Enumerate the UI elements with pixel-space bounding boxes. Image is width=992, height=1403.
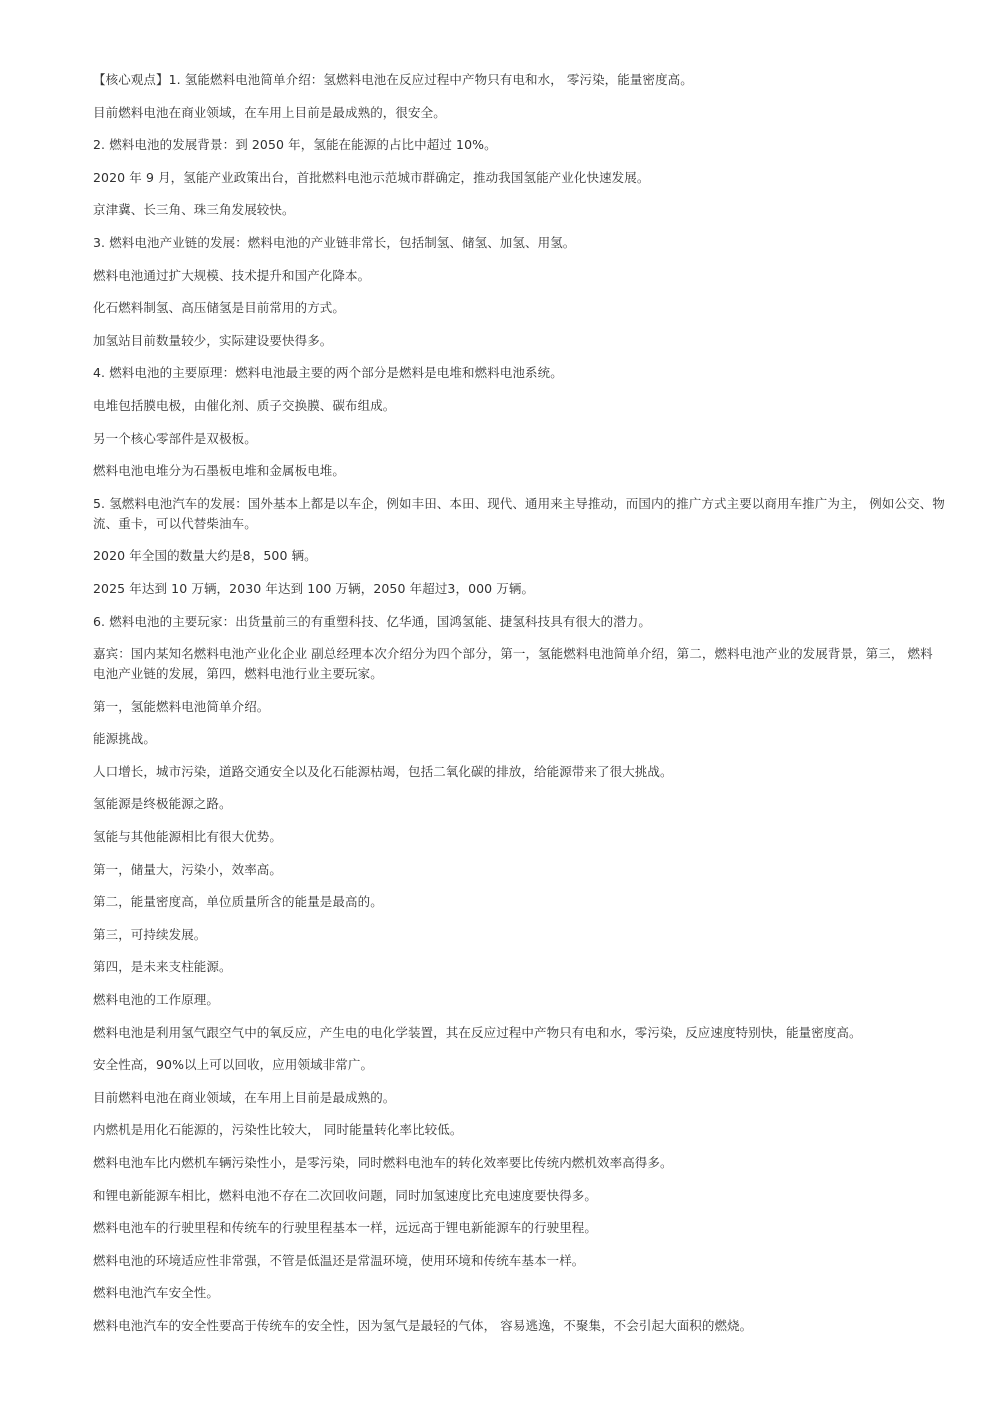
paragraph: 第一，氢能燃料电池简单介绍。 [93,698,270,714]
paragraph: 燃料电池的工作原理。 [93,992,220,1008]
paragraph: 安全性高，90%以上可以回收，应用领域非常广。 [93,1057,374,1073]
paragraph: 燃料电池车的行驶里程和传统车的行驶里程基本一样，远远高于锂电新能源车的行驶里程。 [93,1220,598,1236]
paragraph: 目前燃料电池在商业领域，在车用上目前是最成熟的，很安全。 [93,104,446,120]
paragraph-guest-intro: 嘉宾：国内某知名燃料电池产业化企业 副总经理本次介绍分为四个部分，第一，氢能燃料电池简单介绍，第二，燃料电池产业的发展背景，第三， 燃料电池产业链的发展，第四，燃料电池行业主要玩家。 [93,646,933,682]
paragraph: 2025 年达到 10 万辆，2030 年达到 100 万辆，2050 年超过3，000 万辆。 [93,580,535,596]
paragraph: 4. 燃料电池的主要原理：燃料电池最主要的两个部分是燃料是电堆和燃料电池系统。 [93,365,563,381]
paragraph: 京津冀、长三角、珠三角发展较快。 [93,202,295,218]
paragraph: 3. 燃料电池产业链的发展：燃料电池的产业链非常长，包括制氢、储氢、加氢、用氢。 [93,234,576,250]
paragraph: 氢能源是终极能源之路。 [93,796,232,812]
paragraph: 燃料电池汽车安全性。 [93,1285,220,1301]
paragraph: 目前燃料电池在商业领域，在车用上目前是最成熟的。 [93,1089,396,1105]
paragraph: 2020 年 9 月，氢能产业政策出台，首批燃料电池示范城市群确定，推动我国氢能产业化快速发展。 [93,169,650,185]
paragraph: 第四，是未来支柱能源。 [93,959,232,975]
paragraph: 燃料电池通过扩大规模、技术提升和国产化降本。 [93,267,371,283]
paragraph: 电堆包括膜电极，由催化剂、质子交换膜、碳布组成。 [93,397,396,413]
paragraph: 5. 氢燃料电池汽车的发展：国外基本上都是以车企，例如丰田、本田、现代、通用来主导推动，而国内的推广方式主要以商用车推广为主， 例如公交、物流、重卡，可以代替柴油车。 [93,495,945,531]
paragraph: 化石燃料制氢、高压储氢是目前常用的方式。 [93,300,346,316]
paragraph: 燃料电池汽车的安全性要高于传统车的安全性，因为氢气是最轻的气体， 容易逃逸，不聚集，不会引起大面积的燃烧。 [93,1317,753,1333]
paragraph: 燃料电池电堆分为石墨板电堆和金属板电堆。 [93,463,346,479]
paragraph: 燃料电池车比内燃机车辆污染性小，是零污染，同时燃料电池车的转化效率要比传统内燃机效率高得多。 [93,1155,673,1170]
paragraph: 2. 燃料电池的发展背景：到 2050 年，氢能在能源的占比中超过 10%。 [93,137,497,153]
paragraph-key-points: 【核心观点】1. 氢能燃料电池简单介绍：氢燃料电池在反应过程中产物只有电和水， 零污染，能量密度高。 [93,72,693,87]
paragraph: 内燃机是用化石能源的，污染性比较大， 同时能量转化率比较低。 [93,1122,463,1138]
paragraph: 另一个核心零部件是双极板。 [93,430,257,446]
paragraph: 人口增长，城市污染，道路交通安全以及化石能源枯竭，包括二氧化碳的排放，给能源带来了很大挑战。 [93,763,673,779]
paragraph: 和锂电新能源车相比，燃料电池不存在二次回收问题，同时加氢速度比充电速度要快得多。 [93,1187,598,1203]
paragraph: 第二，能量密度高，单位质量所含的能量是最高的。 [93,894,383,910]
paragraph: 燃料电池的环境适应性非常强，不管是低温还是常温环境，使用环境和传统车基本一样。 [93,1252,585,1268]
paragraph: 6. 燃料电池的主要玩家：出货量前三的有重塑科技、亿华通，国鸿氢能、捷氢科技具有很大的潜力。 [93,613,652,629]
paragraph: 能源挑战。 [93,731,157,747]
paragraph: 第三，可持续发展。 [93,926,207,942]
paragraph: 氢能与其他能源相比有很大优势。 [93,829,283,845]
paragraph: 2020 年全国的数量大约是8，500 辆。 [93,548,317,564]
paragraph: 第一，储量大，污染小，效率高。 [93,861,283,877]
paragraph: 加氢站目前数量较少，实际建设要快得多。 [93,332,333,348]
document-body [93,70,945,1349]
paragraph: 燃料电池是利用氢气跟空气中的氧反应，产生电的电化学装置，其在反应过程中产物只有电和水，零污染，反应速度特别快，能量密度高。 [93,1024,862,1040]
